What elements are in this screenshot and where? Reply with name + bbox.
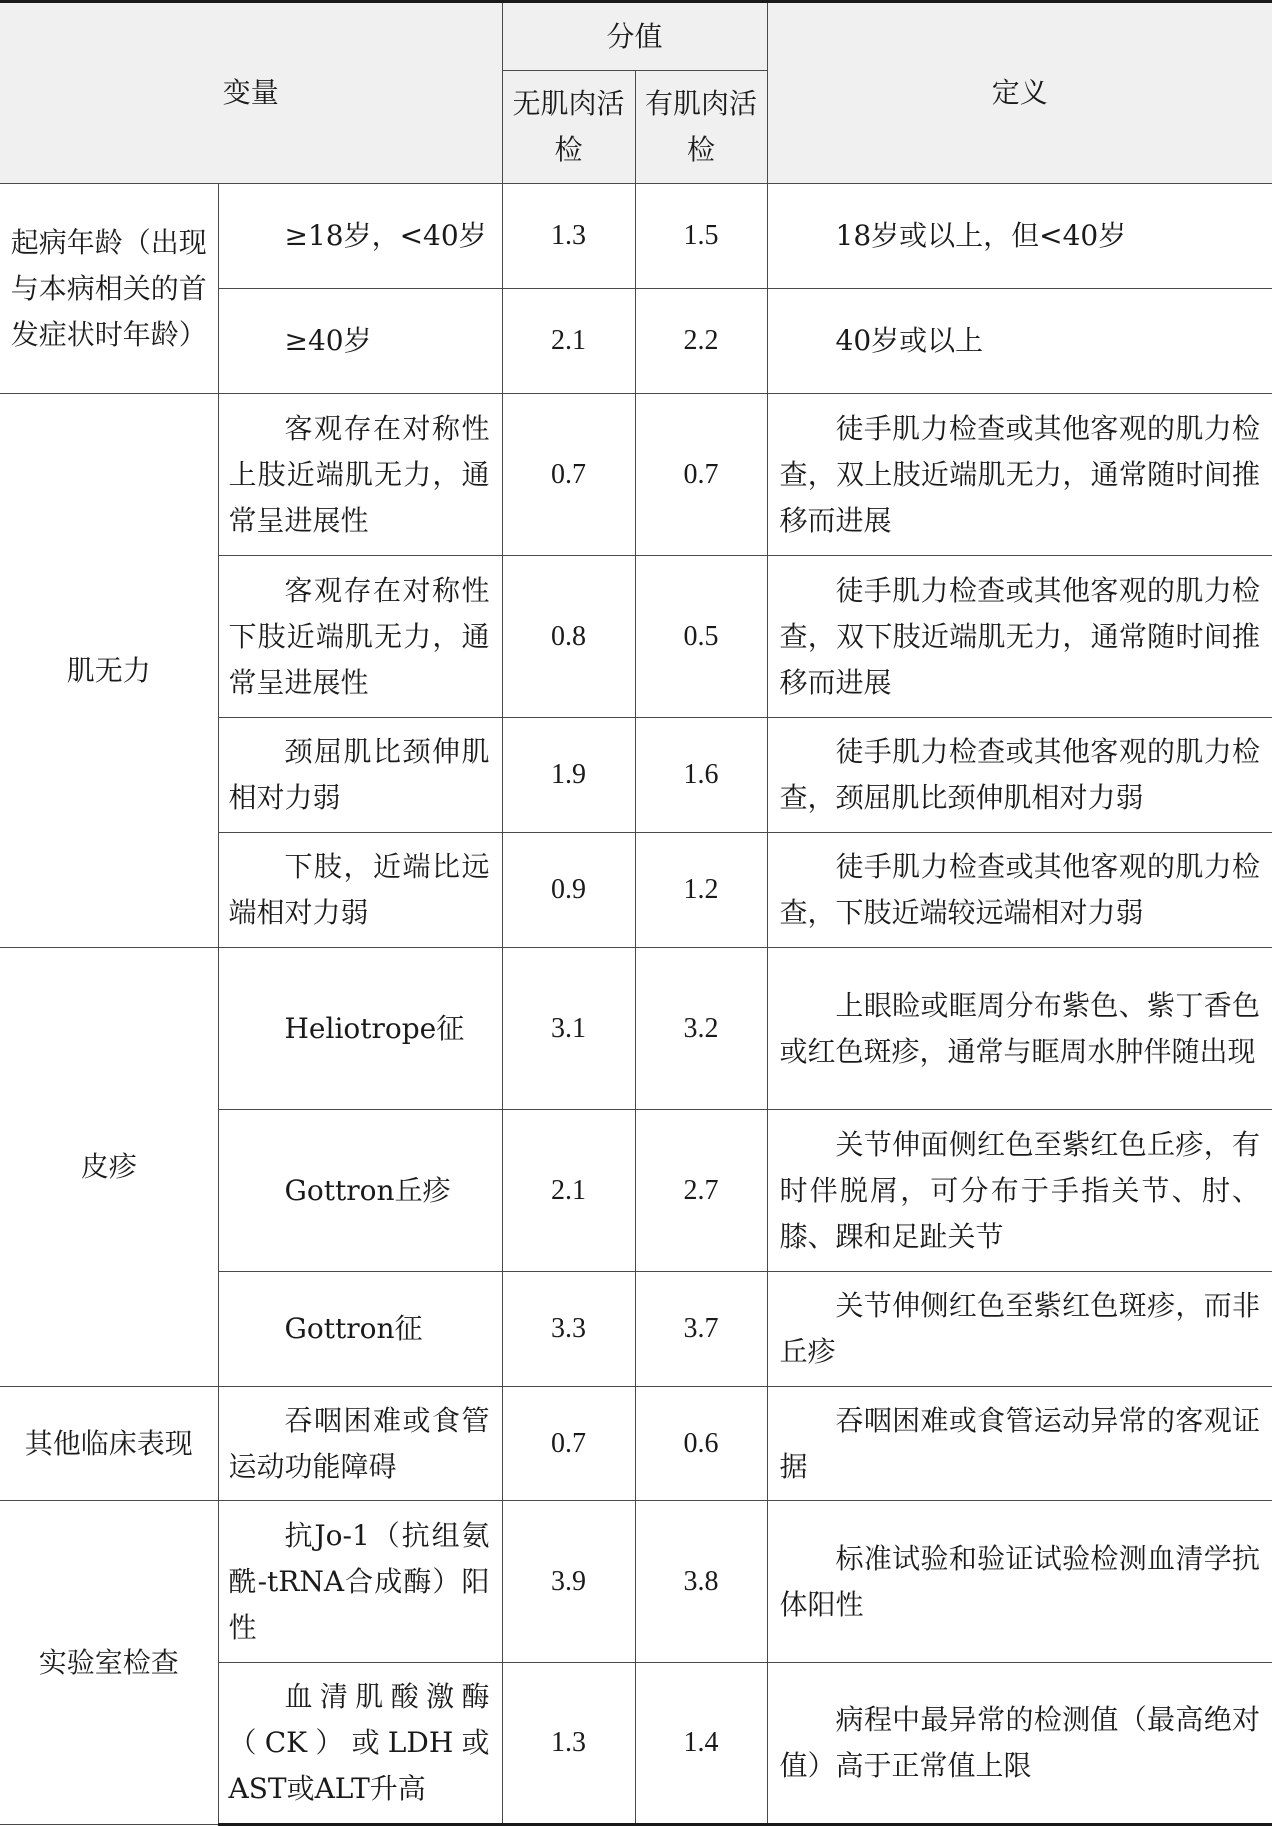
score-with-biopsy: 2.7 [635, 1110, 767, 1272]
score-no-biopsy: 1.9 [502, 718, 635, 833]
score-with-biopsy: 2.2 [635, 289, 767, 394]
header-score: 分值 [502, 2, 767, 71]
header-no-biopsy: 无肌肉活检 [502, 71, 635, 184]
score-no-biopsy: 2.1 [502, 289, 635, 394]
definition-cell: 病程中最异常的检测值（最高绝对值）高于正常值上限 [767, 1663, 1272, 1825]
score-no-biopsy: 0.7 [502, 1387, 635, 1501]
category-cell: 起病年龄（出现与本病相关的首发症状时年龄） [0, 184, 218, 394]
definition-cell: 徒手肌力检查或其他客观的肌力检查，双上肢近端肌无力，通常随时间推移而进展 [767, 394, 1272, 556]
score-no-biopsy: 0.8 [502, 556, 635, 718]
category-cell: 肌无力 [0, 394, 218, 948]
item-cell: 客观存在对称性下肢近端肌无力，通常呈进展性 [218, 556, 502, 718]
score-no-biopsy: 0.9 [502, 833, 635, 948]
header-definition: 定义 [767, 2, 1272, 184]
item-cell: 下肢，近端比远端相对力弱 [218, 833, 502, 948]
category-cell: 实验室检查 [0, 1501, 218, 1825]
table-row [0, 184, 1272, 289]
score-with-biopsy: 0.7 [635, 394, 767, 556]
item-cell: 抗Jo-1（抗组氨酰-tRNA合成酶）阳性 [218, 1501, 502, 1663]
item-cell: 颈屈肌比颈伸肌相对力弱 [218, 718, 502, 833]
score-with-biopsy: 1.2 [635, 833, 767, 948]
item-cell: ≥40岁 [218, 289, 502, 394]
score-no-biopsy: 2.1 [502, 1110, 635, 1272]
definition-cell: 标准试验和验证试验检测血清学抗体阳性 [767, 1501, 1272, 1663]
score-with-biopsy: 1.5 [635, 184, 767, 289]
item-cell: 客观存在对称性上肢近端肌无力，通常呈进展性 [218, 394, 502, 556]
table-row [0, 1387, 1272, 1501]
item-cell: Gottron丘疹 [218, 1110, 502, 1272]
item-cell: ≥18岁，<40岁 [218, 184, 502, 289]
definition-cell: 徒手肌力检查或其他客观的肌力检查，双下肢近端肌无力，通常随时间推移而进展 [767, 556, 1272, 718]
score-no-biopsy: 3.9 [502, 1501, 635, 1663]
score-no-biopsy: 0.7 [502, 394, 635, 556]
score-with-biopsy: 3.7 [635, 1272, 767, 1387]
score-with-biopsy: 0.5 [635, 556, 767, 718]
score-with-biopsy: 3.2 [635, 948, 767, 1110]
header-variable: 变量 [0, 2, 502, 184]
table-row [0, 948, 1272, 1110]
definition-cell: 徒手肌力检查或其他客观的肌力检查，颈屈肌比颈伸肌相对力弱 [767, 718, 1272, 833]
table-row [0, 394, 1272, 556]
item-cell: Heliotrope征 [218, 948, 502, 1110]
category-cell: 皮疹 [0, 948, 218, 1387]
definition-cell: 18岁或以上，但<40岁 [767, 184, 1272, 289]
table-row [0, 1501, 1272, 1663]
item-cell: 血清肌酸激酶（CK）或LDH或AST或ALT升高 [218, 1663, 502, 1825]
header-with-biopsy: 有肌肉活检 [635, 71, 767, 184]
score-no-biopsy: 1.3 [502, 1663, 635, 1825]
score-no-biopsy: 3.1 [502, 948, 635, 1110]
definition-cell: 关节伸侧红色至紫红色斑疹，而非丘疹 [767, 1272, 1272, 1387]
score-no-biopsy: 1.3 [502, 184, 635, 289]
definition-cell: 上眼睑或眶周分布紫色、紫丁香色或红色斑疹，通常与眶周水肿伴随出现 [767, 948, 1272, 1110]
category-cell: 其他临床表现 [0, 1387, 218, 1501]
definition-cell: 关节伸面侧红色至紫红色丘疹，有时伴脱屑，可分布于手指关节、肘、膝、踝和足趾关节 [767, 1110, 1272, 1272]
definition-cell: 徒手肌力检查或其他客观的肌力检查，下肢近端较远端相对力弱 [767, 833, 1272, 948]
definition-cell: 40岁或以上 [767, 289, 1272, 394]
score-with-biopsy: 1.6 [635, 718, 767, 833]
score-no-biopsy: 3.3 [502, 1272, 635, 1387]
item-cell: Gottron征 [218, 1272, 502, 1387]
score-with-biopsy: 1.4 [635, 1663, 767, 1825]
score-with-biopsy: 3.8 [635, 1501, 767, 1663]
item-cell: 吞咽困难或食管运动功能障碍 [218, 1387, 502, 1501]
score-with-biopsy: 0.6 [635, 1387, 767, 1501]
definition-cell: 吞咽困难或食管运动异常的客观证据 [767, 1387, 1272, 1501]
